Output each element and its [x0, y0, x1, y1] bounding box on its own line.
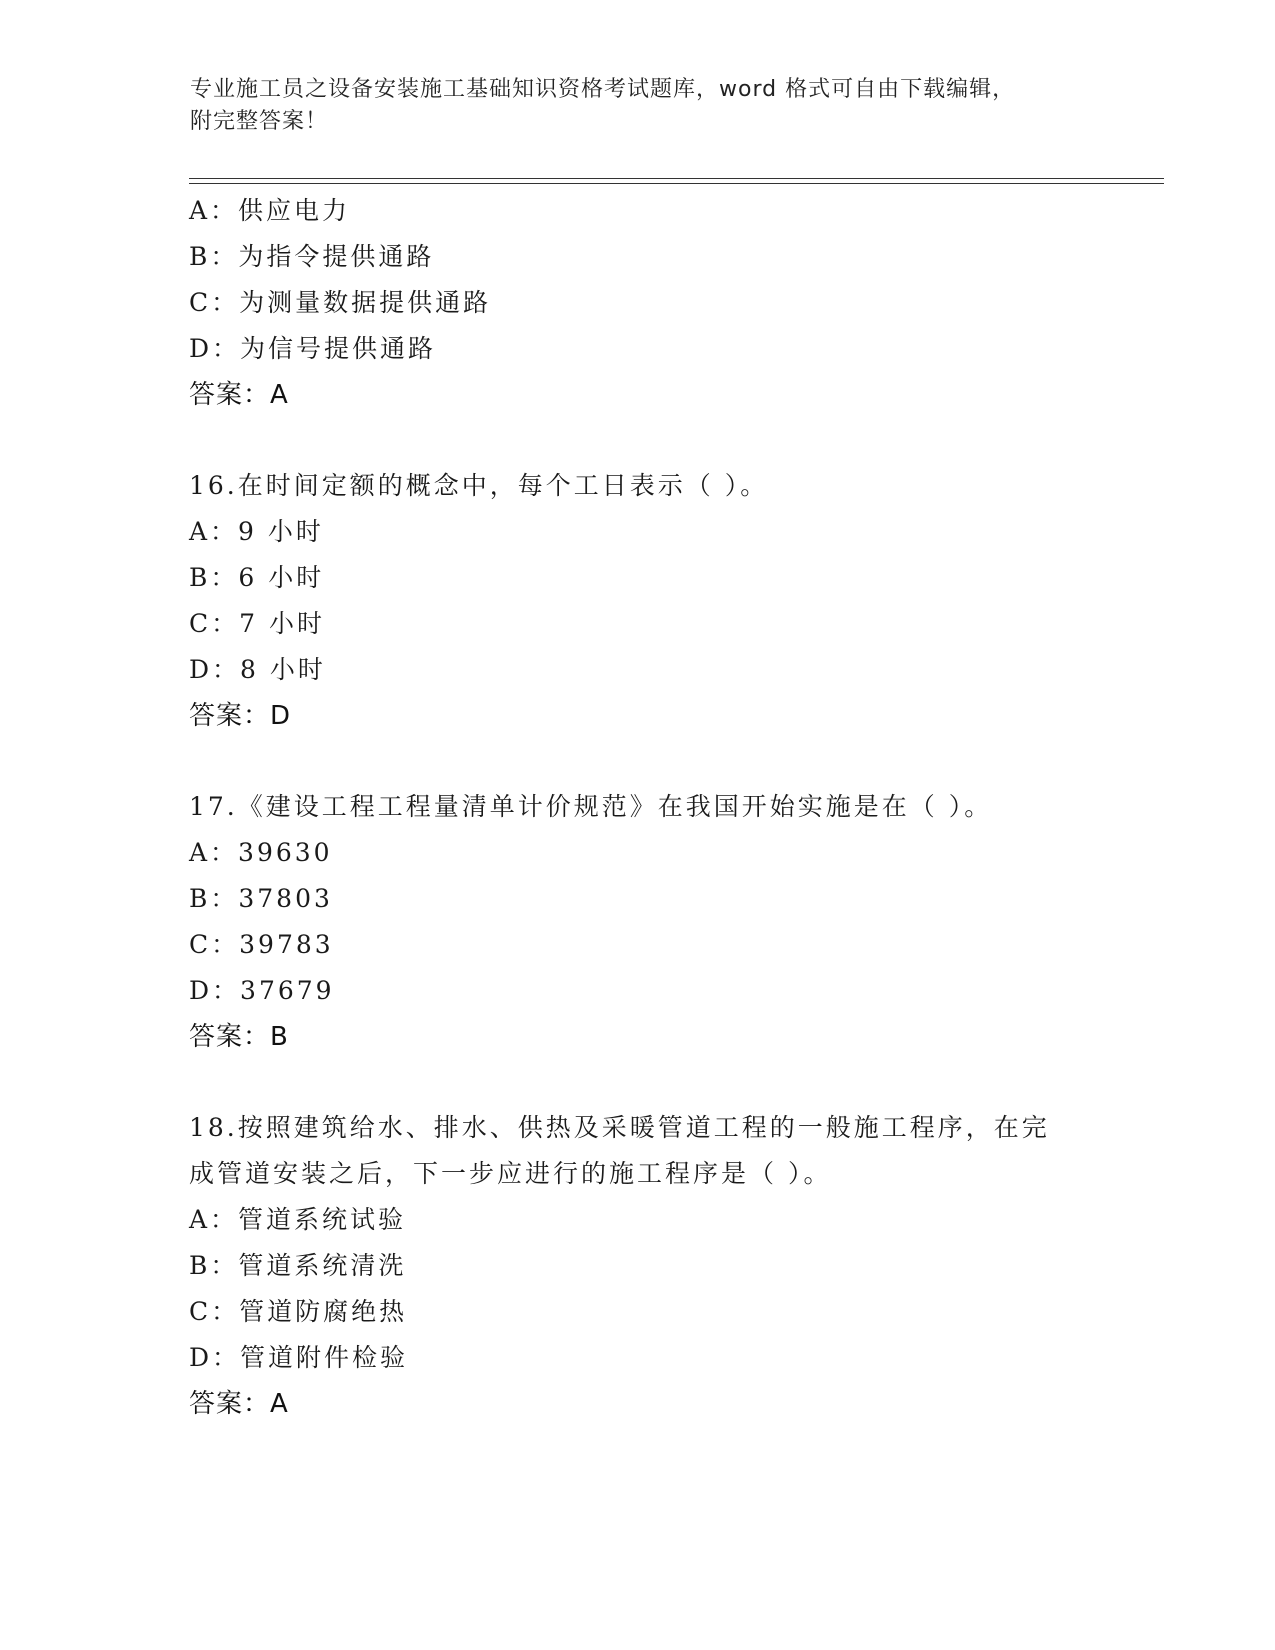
- question-text: 17.《建设工程工程量清单计价规范》在我国开始实施是在（ ）。: [189, 792, 993, 821]
- option-a: A：供应电力: [189, 196, 351, 225]
- spacer: [189, 1060, 1149, 1105]
- header-divider-bottom: [189, 183, 1164, 184]
- answer: 答案：D: [189, 701, 292, 731]
- question-17: [189, 784, 1149, 1060]
- option-a: A：39630: [189, 838, 333, 867]
- option-c: C：7 小时: [189, 609, 325, 638]
- header-divider-top: [189, 178, 1164, 179]
- header-line-1: 专业施工员之设备安装施工基础知识资格考试题库，word 格式可自由下载编辑，: [190, 77, 1016, 102]
- question-text: 16.在时间定额的概念中，每个工日表示（ ）。: [189, 471, 769, 500]
- option-b: B：管道系统清洗: [189, 1251, 407, 1280]
- header-line-2: 附完整答案！: [190, 109, 329, 134]
- document-header: [190, 74, 1090, 138]
- question-18: [189, 1105, 1149, 1427]
- option-d: D：8 小时: [189, 655, 326, 684]
- option-a: A：管道系统试验: [189, 1205, 407, 1234]
- question-text-line-1: 18.按照建筑给水、排水、供热及采暖管道工程的一般施工程序，在完: [189, 1113, 1050, 1142]
- option-c: C：管道防腐绝热: [189, 1297, 408, 1326]
- answer: 答案：A: [189, 380, 289, 410]
- spacer: [189, 418, 1149, 463]
- option-d: D：为信号提供通路: [189, 334, 437, 363]
- question-list: [189, 188, 1149, 1427]
- answer: 答案：A: [189, 1389, 289, 1419]
- option-d: D：管道附件检验: [189, 1343, 409, 1372]
- answer: 答案：B: [189, 1022, 289, 1052]
- question-16: [189, 463, 1149, 739]
- question-text-line-2: 成管道安装之后，下一步应进行的施工程序是（ ）。: [189, 1159, 832, 1188]
- option-d: D：37679: [189, 976, 335, 1005]
- question-15: [189, 188, 1149, 418]
- option-b: B：为指令提供通路: [189, 242, 435, 271]
- option-c: C：为测量数据提供通路: [189, 288, 492, 317]
- option-b: B：6 小时: [189, 563, 325, 592]
- spacer: [189, 739, 1149, 784]
- option-c: C：39783: [189, 930, 334, 959]
- option-a: A：9 小时: [189, 517, 324, 546]
- option-b: B：37803: [189, 884, 333, 913]
